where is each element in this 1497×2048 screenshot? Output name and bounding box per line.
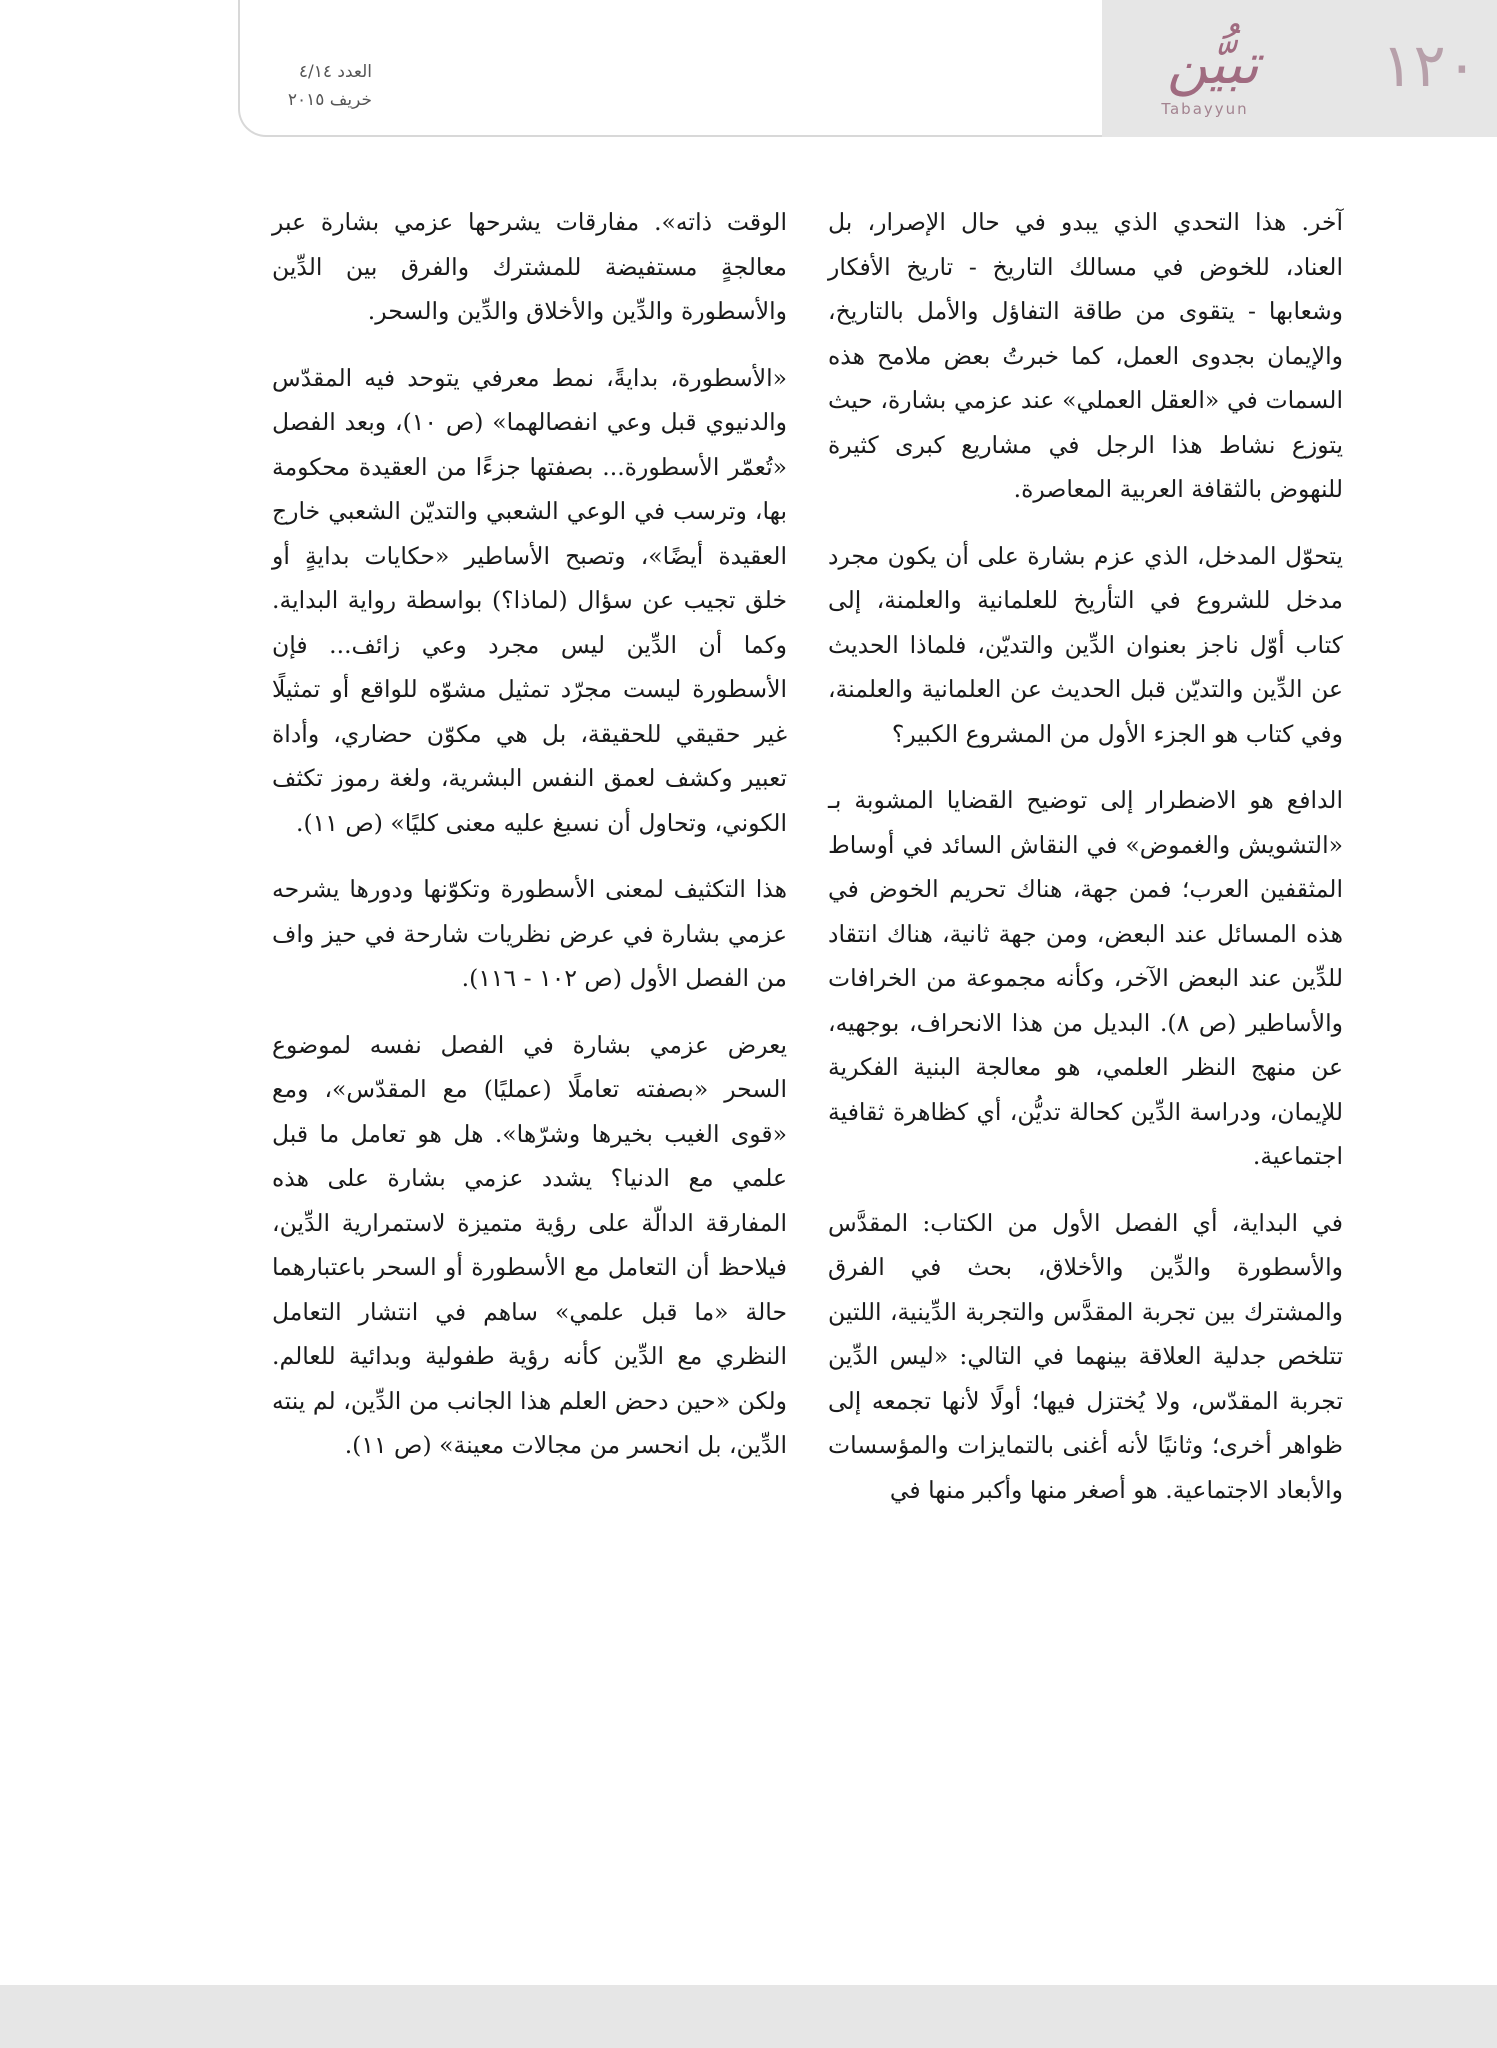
paragraph: هذا التكثيف لمعنى الأسطورة وتكوّنها ودورها يشرحه عزمي بشارة في عرض نظريات شارحة في حيز واف من الفصل الأول (ص ١٠٢ - ١١٦). (272, 875, 787, 992)
issue-season: خريف ٢٠١٥ (287, 90, 372, 110)
issue-number: العدد ٤/١٤ (298, 62, 372, 82)
footer-band (0, 1985, 1497, 2048)
right-column (828, 200, 1343, 1920)
paragraph: آخر. هذا التحدي الذي يبدو في حال الإصرار، بل العناد، للخوض في مسالك التاريخ - تاريخ الأفكار وشعابها - يتقوى من طاقة التفاؤل والأمل بالتاريخ، والإيمان بجدوى العمل، كما خبرتُ بعض ملامح هذه السمات في «العقل العملي» عند عزمي بشارة، حيث يتوزع نشاط هذا الرجل في مشاريع كبرى كثيرة للنهوض بالثقافة العربية المعاصرة. (828, 208, 1343, 503)
paragraph: في البداية، أي الفصل الأول من الكتاب: المقدَّس والأسطورة والدِّين والأخلاق، بحث في الفرق والمشترك بين تجربة المقدَّس والتجربة الدِّينية، اللتين تتلخص جدلية العلاقة بينهما في التالي: «ليس الدِّين تجربة المقدّس، ولا يُختزل فيها؛ أولًا لأنها تجمعه إلى ظواهر أخرى؛ وثانيًا لأنه أغنى بالتمايزات والمؤسسات والأبعاد الاجتماعية. هو أصغر منها وأكبر منها في (828, 1208, 1343, 1504)
page-number: ١٢٠ (1381, 31, 1478, 101)
journal-logo-latin: Tabayyun (1161, 100, 1249, 118)
left-column (272, 200, 787, 1920)
paragraph: يتحوّل المدخل، الذي عزم بشارة على أن يكون مجرد مدخل للشروع في التأريخ للعلمانية والعلمنة، إلى كتاب أوّل ناجز بعنوان الدِّين والتديّن، فلماذا الحديث عن الدِّين والتديّن قبل الحديث عن العلمانية والعلمنة، وفي كتاب هو الجزء الأول من المشروع الكبير؟ (828, 541, 1343, 748)
paragraph: «الأسطورة، بدايةً، نمط معرفي يتوحد فيه المقدّس والدنيوي قبل وعي انفصالهما» (ص ١٠)، وبعد الفصل «تُعمّر الأسطورة... بصفتها جزءًا من العقيدة محكومة بها، وترسب في الوعي الشعبي والتديّن الشعبي خارج العقيدة أيضًا»، وتصبح الأساطير «حكايات بدايةٍ أو خلق تجيب عن سؤال (لماذا؟) بواسطة رواية البداية. وكما أن الدِّين ليس مجرد وعي زائف... فإن الأسطورة ليست مجرّد تمثيل مشوّه للواقع أو تمثيلًا غير حقيقي للحقيقة، بل هي مكوّن حضاري، وأداة تعبير وكشف لعمق النفس البشرية، ولغة رموز تكثف الكوني، وتحاول أن نسبغ عليه معنى كليًا» (ص ١١). (272, 363, 787, 837)
paragraph: يعرض عزمي بشارة في الفصل نفسه لموضوع السحر «بصفته تعاملًا (عمليًا) مع المقدّس»، ومع «قوى الغيب بخيرها وشرّها». هل هو تعامل ما قبل علمي مع الدنيا؟ يشدد عزمي بشارة على هذه المفارقة الدالّة على رؤية متميزة لاستمرارية الدِّين، فيلاحظ أن التعامل مع الأسطورة أو السحر باعتبارهما حالة «ما قبل علمي» ساهم في انتشار التعامل النظري مع الدِّين كأنه رؤية طفولية وبدائية للعالم. ولكن «حين دحض العلم هذا الجانب من الدِّين، لم ينته الدِّين، بل انحسر من مجالات معينة» (ص ١١). (272, 1030, 787, 1459)
journal-logo: تبيُّن (1166, 32, 1259, 97)
paragraph: الدافع هو الاضطرار إلى توضيح القضايا المشوبة بـ «التشويش والغموض» في النقاش السائد في أوساط المثقفين العرب؛ فمن جهة، هناك تحريم الخوض في هذه المسائل عند البعض، ومن جهة ثانية، هناك انتقاد للدِّين عند البعض الآخر، وكأنه مجموعة من الخرافات والأساطير (ص ٨). البديل من هذا الانحراف، بوجهيه، عن منهج النظر العلمي، هو معالجة البنية الفكرية للإيمان، ودراسة الدِّين كحالة تديُّن، أي كظاهرة ثقافية اجتماعية. (828, 786, 1343, 1170)
paragraph: الوقت ذاته». مفارقات يشرحها عزمي بشارة عبر معالجةٍ مستفيضة للمشترك والفرق بين الدِّين والأسطورة والدِّين والأخلاق والدِّين والسحر. (272, 208, 787, 325)
issue-info (262, 58, 372, 118)
